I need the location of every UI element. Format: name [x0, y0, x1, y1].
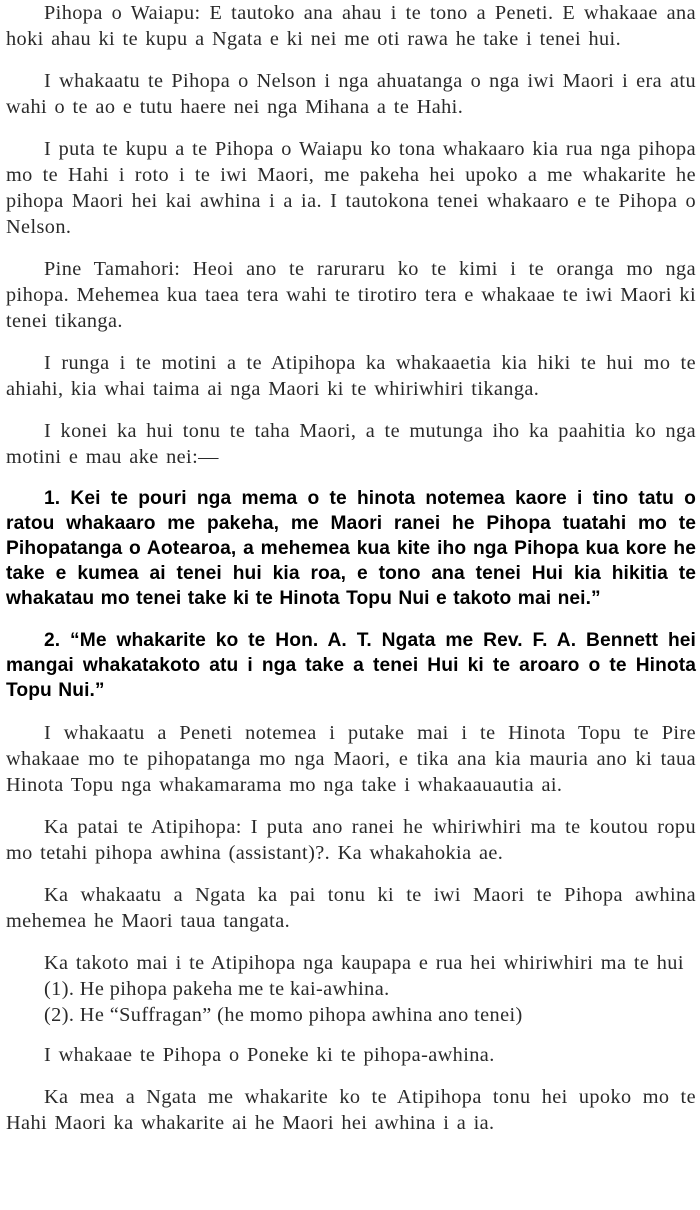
- paragraph-bishop-wellington: I whakaae te Pihopa o Poneke ki te pihopa-awhina.: [44, 1044, 495, 1066]
- paragraph-maori-caucus: I konei ka hui tonu te taha Maori, a te mutunga iho ka paahitia ko nga motini e mau ake nei:—: [6, 420, 696, 468]
- paragraph-pine-tamahori: Pine Tamahori: Heoi ano te raruraru ko te kimi i te oranga mo nga pihopa. Mehemea kua taea tera wahi te tirotiro tera e whakaae te iwi Maori ki tenei tikanga.: [6, 258, 696, 332]
- paragraph-adjournment-motion: I runga i te motini a te Atipihopa ka whakaaetia kia hiki te hui mo te ahiahi, kia whai taima ai nga Maori ki te whiriwhiri tikanga.: [6, 352, 696, 400]
- motion-two: 2. “Me whakarite ko te Hon. A. T. Ngata me Rev. F. A. Bennett hei mangai whakatakoto atu i nga take a tenei Hui ki te aroaro o te Hinota Topu Nui.”: [6, 630, 696, 701]
- paragraph-two-bishops-proposal: I puta te kupu a te Pihopa o Waiapu ko tona whakaaro kia rua nga pihopa mo te Hahi i roto i te iwi Maori, me pakeha hei upoko a me whakarite he pihopa Maori hei kai awhina i a ia. I tautokona tenei whakaaro e te Pihopa o Nelson.: [6, 138, 696, 238]
- paragraph-ngata-archbishop-head: Ka mea a Ngata me whakarite ko te Atipihopa tonu hei upoko mo te Hahi Maori ka whakarite ai he Maori hei awhina i a ia.: [6, 1086, 696, 1134]
- option-one: (1). He pihopa pakeha me te kai-awhina.: [44, 978, 390, 1000]
- options-list: [6, 950, 696, 1028]
- paragraph-bishop-waiapu-support: Pihopa o Waiapu: E tautoko ana ahau i te tono a Peneti. E whakaae ana hoki ahau ki te kupu a Ngata e ki nei me oti rawa he take i tenei hui.: [6, 2, 696, 50]
- options-intro: Ka takoto mai i te Atipihopa nga kaupapa e rua hei whiriwhiri ma te hui: [44, 952, 684, 974]
- paragraph-archbishop-question: Ka patai te Atipihopa: I puta ano ranei he whiriwhiri ma te koutou ropu mo tetahi pihopa awhina (assistant)?. Ka whakahokia ae.: [6, 816, 696, 864]
- motion-one: 1. Kei te pouri nga mema o te hinota notemea kaore i tino tatu o ratou whakaaro me pakeha, me Maori ranei he Pihopa tuatahi mo te Pihopatanga o Aotearoa, a mehemea kua kite iho nga Pihopa kua kore he take e kumea ai tenei hui kia roa, e tono ana tenei Hui kia hikitia te whakatau mo tenei take ki te Hinota Topu Nui e takoto mai nei.”: [6, 488, 696, 609]
- paragraph-ngata-assistant: Ka whakaatu a Ngata ka pai tonu ki te iwi Maori te Pihopa awhina mehemea he Maori taua tangata.: [6, 884, 696, 932]
- paragraph-bishop-nelson-explains: I whakaatu te Pihopa o Nelson i nga ahuatanga o nga iwi Maori i era atu wahi o te ao e tutu haere nei nga Mihana a te Hahi.: [6, 70, 696, 118]
- paragraph-bennett-explains: I whakaatu a Peneti notemea i putake mai i te Hinota Topu te Pire whakaae mo te pihopatanga mo nga Maori, e tika ana kia mauria ano ki taua Hinota Topu nga whakamarama mo nga take i whakaauautia ai.: [6, 722, 696, 796]
- document-page: [6, 0, 696, 1152]
- option-two: (2). He “Suffragan” (he momo pihopa awhina ano tenei): [44, 1004, 523, 1026]
